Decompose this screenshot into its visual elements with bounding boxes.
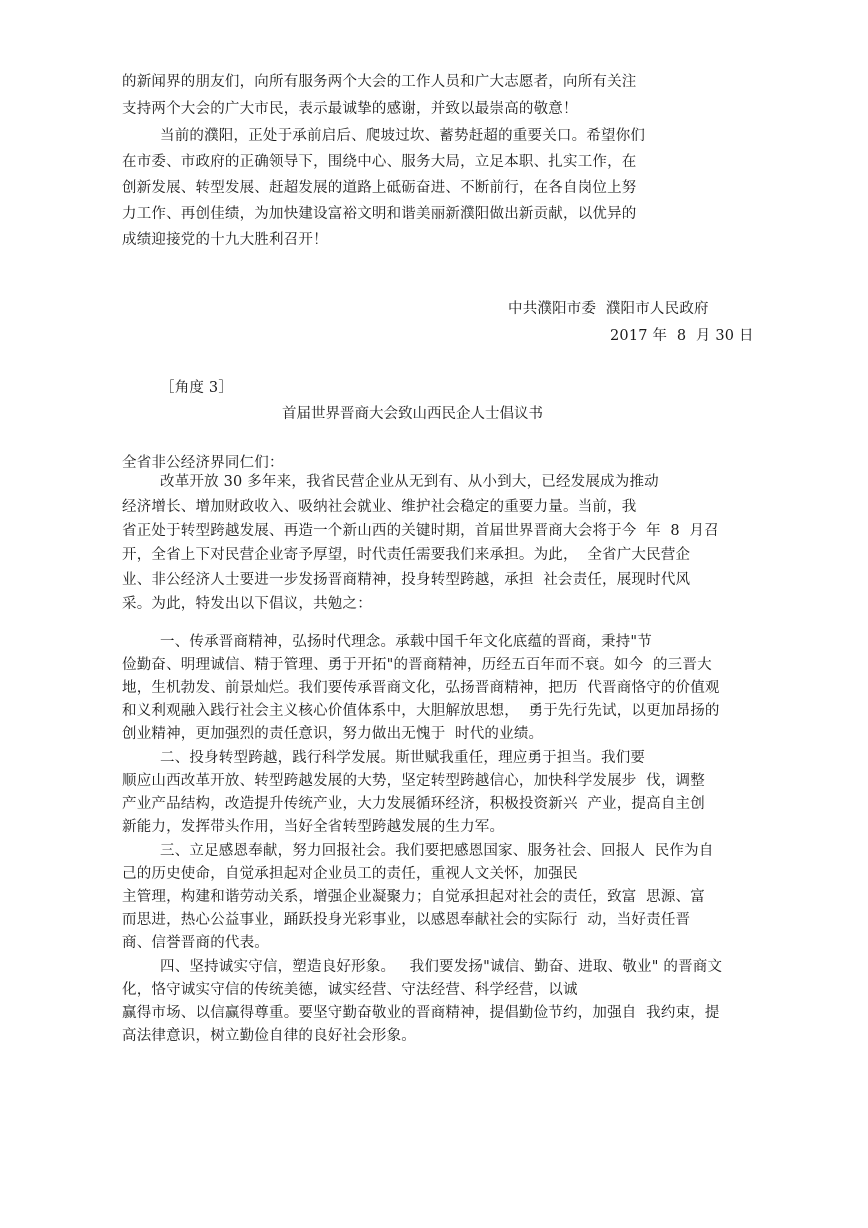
paragraph-line: 三、立足感恩奉献，努力回报社会。我们要把感恩国家、服务社会、回报人 民作为自: [160, 843, 714, 859]
paragraph-line: 地，生机勃发、前景灿烂。我们要传承晋商文化，弘扬晋商精神，把历 代晋商恪守的价值观: [122, 680, 720, 696]
date-line: 2017 年 8 月 30 日: [610, 328, 754, 344]
paragraph-line: 改革开放 30 多年来，我省民营企业从无到有、从小到大，已经发展成为推动: [160, 474, 659, 490]
paragraph-line: 而思进，热心公益事业，踊跃投身光彩事业，以感恩奉献社会的实际行 动，当好责任晋: [122, 912, 691, 928]
paragraph-line: 新能力，发挥带头作用，当好全省转型跨越发展的生力军。: [122, 819, 505, 835]
paragraph-line: 己的历史使命，自觉承担起对企业员工的责任，重视人文关怀，加强民: [122, 866, 578, 882]
paragraph-line: 商、信誉晋商的代表。: [122, 935, 269, 951]
paragraph-line: 创业精神，更加强烈的责任意识，努力做出无愧于 时代的业绩。: [122, 726, 544, 742]
paragraph-line: 的新闻界的朋友们，向所有服务两个大会的工作人员和广大志愿者，向所有关注: [122, 74, 637, 90]
paragraph-line: 四、坚持诚实守信，塑造良好形象。 我们要发扬"诚信、勤奋、进取、敬业" 的晋商文: [160, 959, 723, 975]
paragraph-line: 成绩迎接党的十九大胜利召开！: [122, 232, 328, 248]
paragraph-line: 俭勤奋、明理诚信、精于管理、勇于开拓"的晋商精神，历经五百年而不衰。如今 的三晋大: [122, 657, 712, 673]
paragraph-line: 和义利观融入践行社会主义核心价值体系中，大胆解放思想， 勇于先行先试，以更加昂扬的: [122, 703, 720, 719]
paragraph-line: 当前的濮阳，正处于承前启后、爬坡过坎、蓄势赶超的重要关口。希望你们: [160, 128, 646, 144]
paragraph-line: 一、传承晋商精神，弘扬时代理念。承载中国千年文化底蕴的晋商，秉持"节: [160, 634, 652, 650]
paragraph-line: 采。为此，特发出以下倡议，共勉之：: [122, 596, 372, 612]
paragraph-line: 力工作、再创佳绩，为加快建设富裕文明和谐美丽新濮阳做出新贡献，以优异的: [122, 206, 637, 222]
paragraph-line: 二、投身转型跨越，践行科学发展。斯世赋我重任，理应勇于担当。我们要: [160, 750, 646, 766]
document-title: 首届世界晋商大会致山西民企人士倡议书: [282, 406, 543, 422]
salutation: 全省非公经济界同仁们：: [122, 455, 284, 471]
paragraph-line: 经济增长、增加财政收入、吸纳社会就业、维护社会稳定的重要力量。当前，我: [122, 499, 637, 515]
paragraph-line: 顺应山西改革开放、转型跨越发展的大势，坚定转型跨越信心，加快科学发展步 伐，调整: [122, 773, 705, 789]
signature-line: 中共濮阳市委 濮阳市人民政府: [508, 301, 709, 317]
paragraph-line: 创新发展、转型发展、赶超发展的道路上砥砺奋进、不断前行，在各自岗位上努: [122, 180, 637, 196]
paragraph-line: 化，恪守诚实守信的传统美德，诚实经营、守法经营、科学经营，以诚: [122, 982, 578, 998]
paragraph-line: 省正处于转型跨越发展、再造一个新山西的关键时期，首届世界晋商大会将于今 年 8 月召: [122, 523, 719, 539]
paragraph-line: 赢得市场、以信赢得尊重。要坚守勤奋敬业的晋商精神，提倡勤俭节约，加强自 我约束，提: [122, 1005, 720, 1021]
paragraph-line: 在市委、市政府的正确领导下，围绕中心、服务大局，立足本职、扎实工作，在: [122, 154, 637, 170]
paragraph-line: 业、非公经济人士要进一步发扬晋商精神，投身转型跨越，承担 社会责任，展现时代风: [122, 572, 691, 588]
section-tag: ［角度 3］: [160, 380, 234, 396]
paragraph-line: 产业产品结构，改造提升传统产业，大力发展循环经济，积极投资新兴 产业，提高自主创: [122, 796, 705, 812]
paragraph-line: 开，全省上下对民营企业寄予厚望，时代责任需要我们来承担。为此， 全省广大民营企: [122, 547, 691, 563]
paragraph-line: 支持两个大会的广大市民，表示最诚挚的感谢，并致以最崇高的敬意！: [122, 101, 578, 117]
paragraph-line: 主管理，构建和谐劳动关系，增强企业凝聚力；自觉承担起对社会的责任，致富 思源、富: [122, 889, 705, 905]
paragraph-line: 高法律意识，树立勤俭自律的良好社会形象。: [122, 1028, 416, 1044]
